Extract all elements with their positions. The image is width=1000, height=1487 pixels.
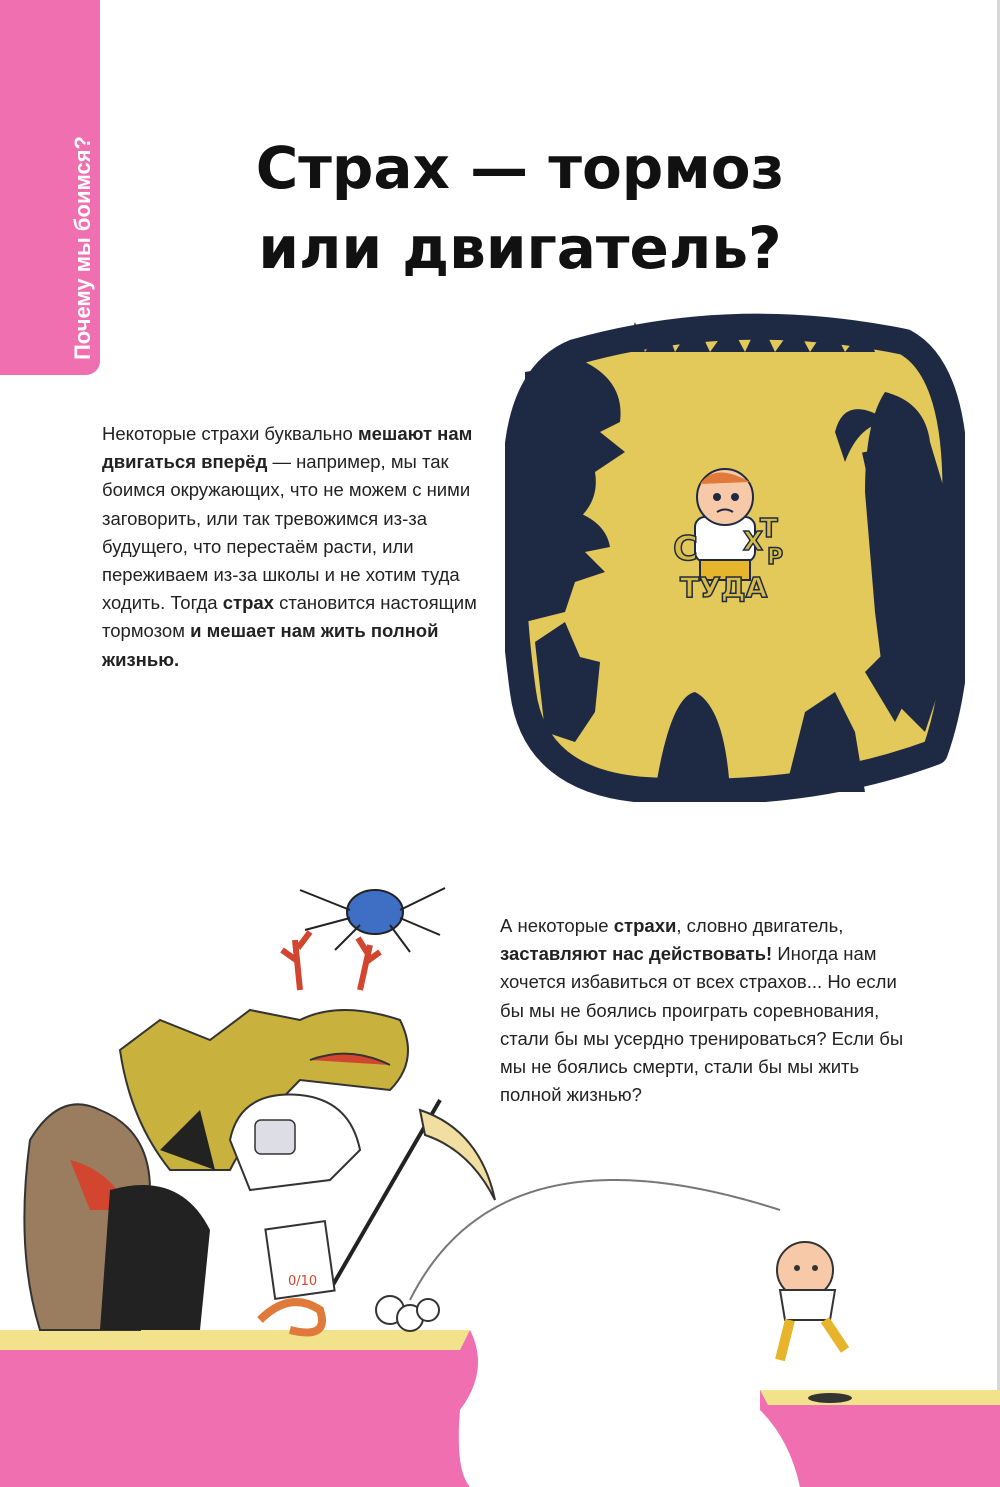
paragraph-brake-text-2: — например, мы так боимся окружающих, что не можем с ними заговорить, или так тревожимся из-за будущего, что перестаём расти, или переживаем из-за школы и не хотим туда ходить. Тогда [102,451,471,614]
snake [260,1302,322,1333]
paragraph-brake-text-1: Некоторые страхи буквально [102,423,358,444]
paragraph-brake-bold-3: и мешает нам жить полной жизнью. [102,620,439,670]
paragraph-brake [102,420,487,674]
letter-r: Р [767,545,784,570]
burn-mark [808,1393,852,1403]
jump-arc [410,1180,780,1300]
page-title [150,128,890,288]
paragraph-brake-bold-2: страх [222,592,274,614]
test-paper [265,1221,334,1299]
spider-body [347,890,403,934]
test-paper-score: 0/10 [288,1274,318,1289]
letter-x: Х [743,527,764,557]
ghost [230,1095,360,1190]
paragraph-engine-text-3: Иногда нам хочется избавиться от всех страхов... Но если бы мы не боялись проиграть соревнования, стали бы мы усердно тренироваться? Если бы мы не боялись смерти, стали бы мы жить полной жизнью? [500,943,904,1106]
paragraph-brake-text-3: становится настоящим тормозом [102,592,477,642]
jumping-child-legs [780,1320,845,1360]
left-cliff [0,1330,478,1487]
dragon-antler-right [358,938,380,990]
right-cliff-top [760,1390,1000,1405]
paragraph-engine-text-1: А некоторые [500,915,614,936]
child-eye-left [713,493,721,501]
jumping-child-body [780,1290,835,1320]
letter-s: С [673,529,698,569]
spider [300,888,445,952]
jumping-child [777,1242,845,1360]
paragraph-engine-text-2: , словно двигатель, [676,915,844,936]
letter-t: Т [760,514,778,544]
child-eye-right [731,493,739,501]
letters-tuda: ТУДА [680,571,768,604]
shadow-monsters-illustration [505,312,965,802]
paragraph-engine-bold-2: заставляют нас действовать! [500,943,773,965]
fear-chase-illustration [0,870,1000,1487]
frightened-child [695,469,755,580]
cloud-puff [376,1296,439,1331]
paragraph-engine-bold-1: страхи [613,915,677,936]
section-tab-label: Почему мы боимся? [70,136,95,360]
title-line-1: Страх — тормоз [255,134,785,202]
reaper-scythe [330,1100,495,1290]
title-line-2: или двигатель? [258,214,782,282]
paragraph-brake-bold-1: мешают нам двигаться вперёд [102,423,473,473]
left-cliff-top [0,1330,470,1350]
dragon-antler-left [282,932,310,990]
